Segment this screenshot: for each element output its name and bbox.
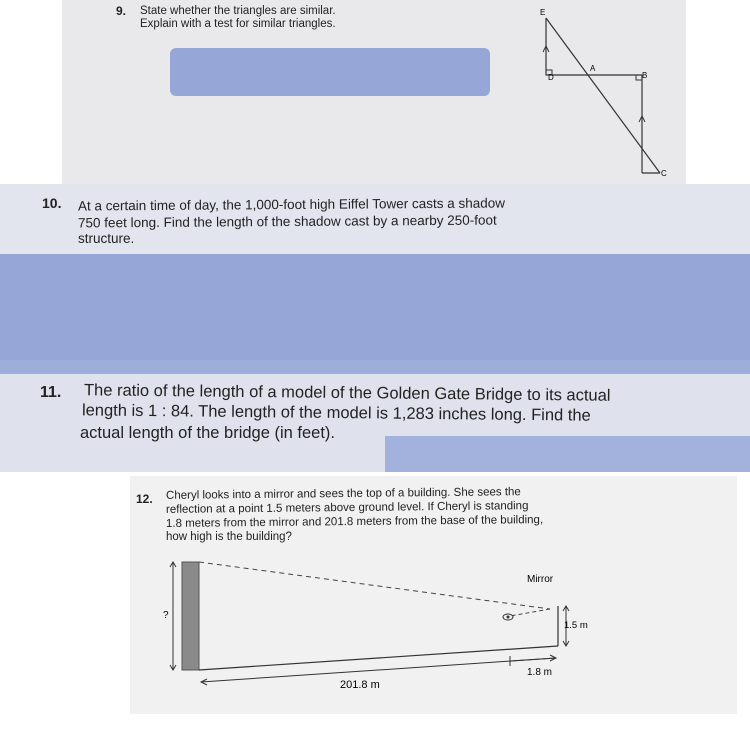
question-12-number: 12. bbox=[136, 492, 153, 506]
question-12-line-4: how high is the building? bbox=[166, 531, 292, 543]
question-12-line-1: Cheryl looks into a mirror and sees the top of a building. She sees the bbox=[165, 486, 521, 502]
vertex-label-d: D bbox=[548, 73, 554, 82]
question-12-line-3: 1.8 meters from the mirror and 201.8 meters from the base of the building, bbox=[165, 514, 544, 530]
question-11-panel bbox=[0, 360, 750, 472]
distance-201-8-label: 201.8 m bbox=[340, 679, 380, 691]
question-9-panel bbox=[62, 0, 686, 187]
building-mirror-diagram bbox=[130, 476, 737, 714]
redaction-block bbox=[0, 360, 750, 374]
question-11-line-1: The ratio of the length of a model of the Golden Gate Bridge to its actual bbox=[83, 381, 611, 405]
building-height-label: ? bbox=[163, 610, 169, 621]
question-11-number: 11. bbox=[40, 384, 62, 401]
question-10-line-2: 750 feet long. Find the length of the shadow cast by a nearby 250-foot bbox=[77, 212, 497, 231]
question-11-line-3: actual length of the bridge (in feet). bbox=[80, 424, 335, 442]
distance-1-8-label: 1.8 m bbox=[527, 667, 553, 678]
vertex-label-a: A bbox=[590, 64, 596, 73]
height-1-5-label: 1.5 m bbox=[564, 620, 588, 631]
building bbox=[182, 562, 199, 670]
vertex-label-e: E bbox=[540, 8, 546, 17]
question-10-line-1: At a certain time of day, the 1,000-foot high Eiffel Tower casts a shadow bbox=[77, 195, 506, 214]
vertex-label-b: B bbox=[642, 71, 648, 80]
redaction-block bbox=[385, 436, 750, 472]
question-12-line-2: reflection at a point 1.5 meters above ground level. If Cheryl is standing bbox=[165, 500, 529, 516]
question-12-panel bbox=[130, 476, 737, 714]
vertex-label-c: C bbox=[661, 169, 667, 178]
mirror-label: Mirror bbox=[527, 574, 554, 585]
redaction-block bbox=[0, 254, 750, 362]
question-10-panel bbox=[0, 184, 750, 362]
question-10-line-3: structure. bbox=[78, 231, 135, 246]
question-9-number: 9. bbox=[116, 4, 127, 18]
question-9-line-1: State whether the triangles are similar. bbox=[140, 5, 336, 17]
question-11-line-2: length is 1 : 84. The length of the model is 1,283 inches long. Find the bbox=[81, 401, 591, 425]
question-10-number: 10. bbox=[42, 195, 62, 211]
similar-triangles-diagram bbox=[62, 0, 686, 187]
question-9-line-2: Explain with a test for similar triangles. bbox=[140, 18, 336, 30]
